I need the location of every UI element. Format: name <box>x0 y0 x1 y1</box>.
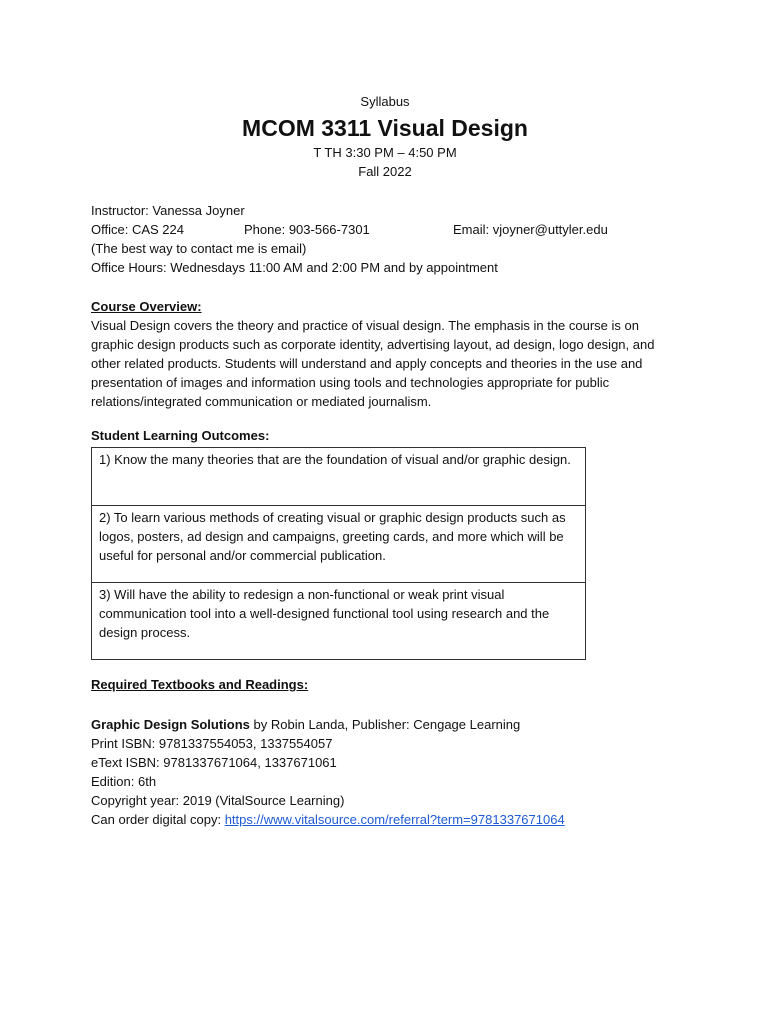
learning-outcomes-table <box>91 447 586 660</box>
etext-isbn: eText ISBN: 9781337671064, 1337671061 <box>91 755 337 770</box>
learning-outcome: 3) Will have the ability to redesign a non-functional or weak print visual communication tool into a well-designed functional tool using research and the design process. <box>92 582 585 659</box>
office-location: Office: CAS 224 <box>91 222 184 237</box>
contact-row <box>91 220 691 239</box>
document-label: Syllabus <box>360 94 410 109</box>
phone-number: Phone: 903-566-7301 <box>244 222 370 237</box>
email-address: Email: vjoyner@uttyler.edu <box>453 222 608 237</box>
learning-outcomes-heading: Student Learning Outcomes: <box>91 428 270 443</box>
office-hours: Office Hours: Wednesdays 11:00 AM and 2:00 PM and by appointment <box>91 260 498 275</box>
course-overview-text: Visual Design covers the theory and practice of visual design. The emphasis in the course is on graphic design products such as corporate identity, advertising layout, ad design, logo design, and other related products. Students will understand and apply concepts and theories in the use and presentation of images and information using tools and technologies appropriate for public relations/integrated communication or mediated journalism. <box>91 318 655 409</box>
book-byline: by Robin Landa, Publisher: Cengage Learning <box>249 717 521 732</box>
digital-copy-line <box>91 810 691 829</box>
required-textbook <box>91 715 691 829</box>
contact-note: (The best way to contact me is email) <box>91 241 307 256</box>
digital-copy-label: Can order digital copy: <box>91 812 225 827</box>
course-title: MCOM 3311 Visual Design <box>242 115 528 141</box>
course-term: Fall 2022 <box>358 164 412 179</box>
learning-outcome: 1) Know the many theories that are the foundation of visual and/or graphic design. <box>99 452 571 467</box>
instructor-info <box>91 201 691 277</box>
instructor-name: Instructor: Vanessa Joyner <box>91 203 245 218</box>
course-overview-heading: Course Overview: <box>91 299 202 314</box>
book-citation <box>91 715 691 734</box>
book-edition: Edition: 6th <box>91 774 157 789</box>
readings-heading: Required Textbooks and Readings: <box>91 677 309 692</box>
book-title: Graphic Design Solutions <box>91 717 250 732</box>
course-overview <box>91 297 681 411</box>
course-schedule: T TH 3:30 PM – 4:50 PM <box>313 145 457 160</box>
vitalsource-link[interactable]: https://www.vitalsource.com/referral?term=9781337671064 <box>224 812 565 827</box>
print-isbn: Print ISBN: 9781337554053, 1337554057 <box>91 736 333 751</box>
copyright-year: Copyright year: 2019 (VitalSource Learning) <box>91 793 345 808</box>
learning-outcome: 2) To learn various methods of creating visual or graphic design products such as logos, posters, ad design and campaigns, greeting cards, and more which will be useful for personal and/or commercial publication. <box>92 505 585 582</box>
